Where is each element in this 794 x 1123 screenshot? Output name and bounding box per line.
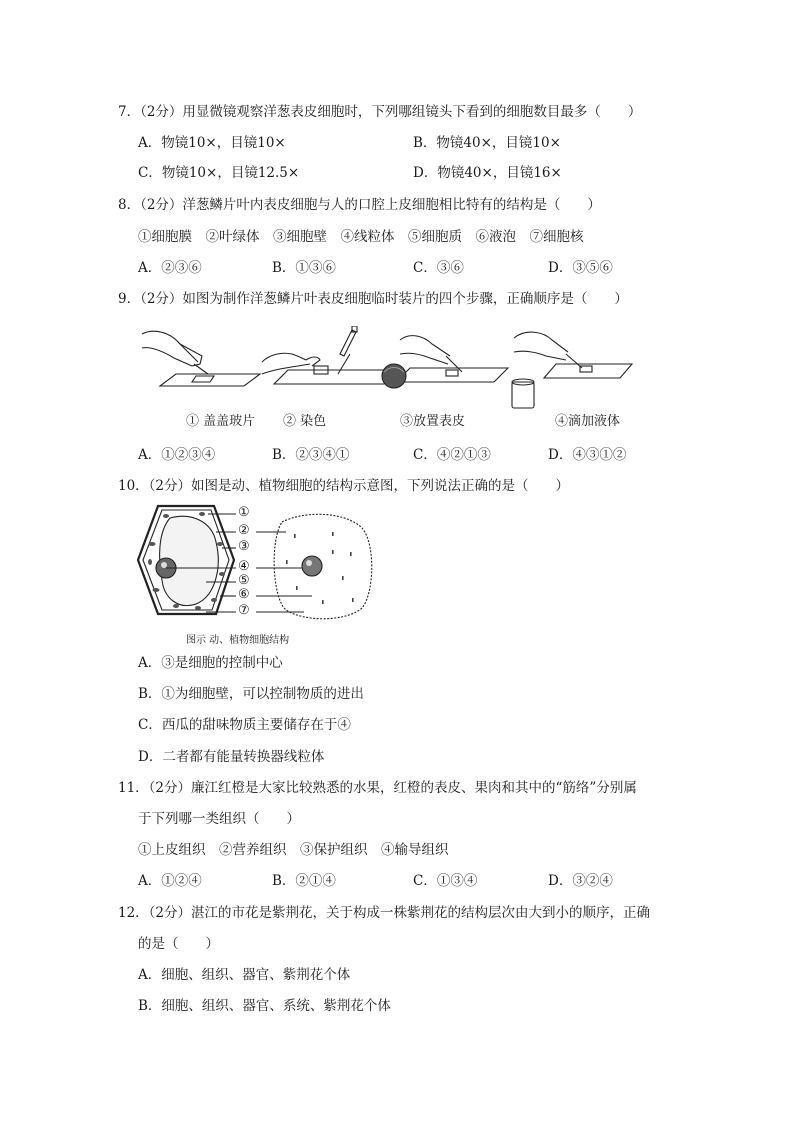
q11-option-a: A．①②④ xyxy=(138,873,202,889)
label-2: ② xyxy=(238,523,250,538)
animal-cell-illustration xyxy=(274,514,372,618)
stain-illustration xyxy=(262,326,398,384)
add-liquid-illustration xyxy=(512,332,632,408)
q10-option-d: D．二者都有能量转换器线粒体 xyxy=(138,749,325,765)
q7-option-a: A．物镜10×，目镜10× xyxy=(138,135,286,151)
q8-stem: 8．（2分）洋葱鳞片叶内表皮细胞与人的口腔上皮细胞相比特有的结构是（ ） xyxy=(118,197,601,213)
q12-stem-line1: 12．（2分）湛江的市花是紫荆花，关于构成一株紫荆花的结构层次由大到小的顺序，正确 xyxy=(118,905,651,921)
q9-caption-3: ③放置表皮 xyxy=(400,414,466,429)
q8-items: ①细胞膜 ②叶绿体 ③细胞壁 ④线粒体 ⑤细胞质 ⑥液泡 ⑦细胞核 xyxy=(138,229,584,245)
label-7: ⑦ xyxy=(238,603,250,618)
q9-stem: 9．（2分）如图为制作洋葱鳞片叶表皮细胞临时装片的四个步骤，正确顺序是（ ） xyxy=(118,291,628,307)
q9-steps-figure xyxy=(136,326,646,416)
q9-caption-1: ① 盖盖玻片 xyxy=(186,414,256,429)
q11-items: ①上皮组织 ②营养组织 ③保护组织 ④输导组织 xyxy=(138,842,449,858)
q12-option-a: A．细胞、组织、器官、紫荆花个体 xyxy=(138,967,351,983)
q11-option-c: C．①③④ xyxy=(413,873,478,889)
label-1: ① xyxy=(238,505,250,520)
q9-option-c: C．④②①③ xyxy=(413,447,491,463)
q9-option-d: D．④③①② xyxy=(548,447,627,463)
q8-option-b: B．①③⑥ xyxy=(272,260,336,276)
q10-option-c: C．西瓜的甜味物质主要储存在于④ xyxy=(138,717,351,733)
q8-option-a: A．②③⑥ xyxy=(138,260,202,276)
q9-caption-2: ② 染色 xyxy=(283,414,327,429)
q9-caption-4: ④滴加液体 xyxy=(555,414,621,429)
q7-stem: 7．（2分）用显微镜观察洋葱表皮细胞时，下列哪组镜头下看到的细胞数目最多（ ） xyxy=(118,104,642,120)
q10-option-b: B．①为细胞壁，可以控制物质的进出 xyxy=(138,686,364,702)
q7-option-c: C．物镜10×，目镜12.5× xyxy=(138,165,300,181)
place-epidermis-illustration xyxy=(382,336,508,388)
label-6: ⑥ xyxy=(238,587,250,602)
q10-cell-figure xyxy=(136,504,396,629)
q10-figure-caption: 图示 动、植物细胞结构 xyxy=(186,635,290,646)
label-5: ⑤ xyxy=(238,573,250,588)
q7-option-b: B．物镜40×，目镜10× xyxy=(413,135,561,151)
q11-option-d: D．③②④ xyxy=(548,873,613,889)
q7-option-d: D．物镜40×，目镜16× xyxy=(413,165,562,181)
q12-option-b: B．细胞、组织、器官、系统、紫荆花个体 xyxy=(138,998,391,1014)
q9-option-b: B．②③④① xyxy=(272,447,350,463)
plant-cell-illustration xyxy=(138,506,234,614)
q11-stem-line1: 11．（2分）廉江红橙是大家比较熟悉的水果，红橙的表皮、果肉和其中的“筋络”分别属 xyxy=(118,780,637,796)
q9-option-a: A．①②③④ xyxy=(138,447,216,463)
q10-stem: 10．（2分）如图是动、植物细胞的结构示意图，下列说法正确的是（ ） xyxy=(118,478,570,494)
label-4: ④ xyxy=(238,559,250,574)
q11-option-b: B．②①④ xyxy=(272,873,336,889)
q11-stem-line2: 于下列哪一类组织（ ） xyxy=(138,811,300,827)
q8-option-c: C．③⑥ xyxy=(413,260,464,276)
q12-stem-line2: 的是（ ） xyxy=(138,936,219,952)
q10-option-a: A．③是细胞的控制中心 xyxy=(138,655,283,671)
label-3: ③ xyxy=(238,539,250,554)
cover-slip-illustration xyxy=(142,331,260,386)
q8-option-d: D．③⑤⑥ xyxy=(548,260,613,276)
